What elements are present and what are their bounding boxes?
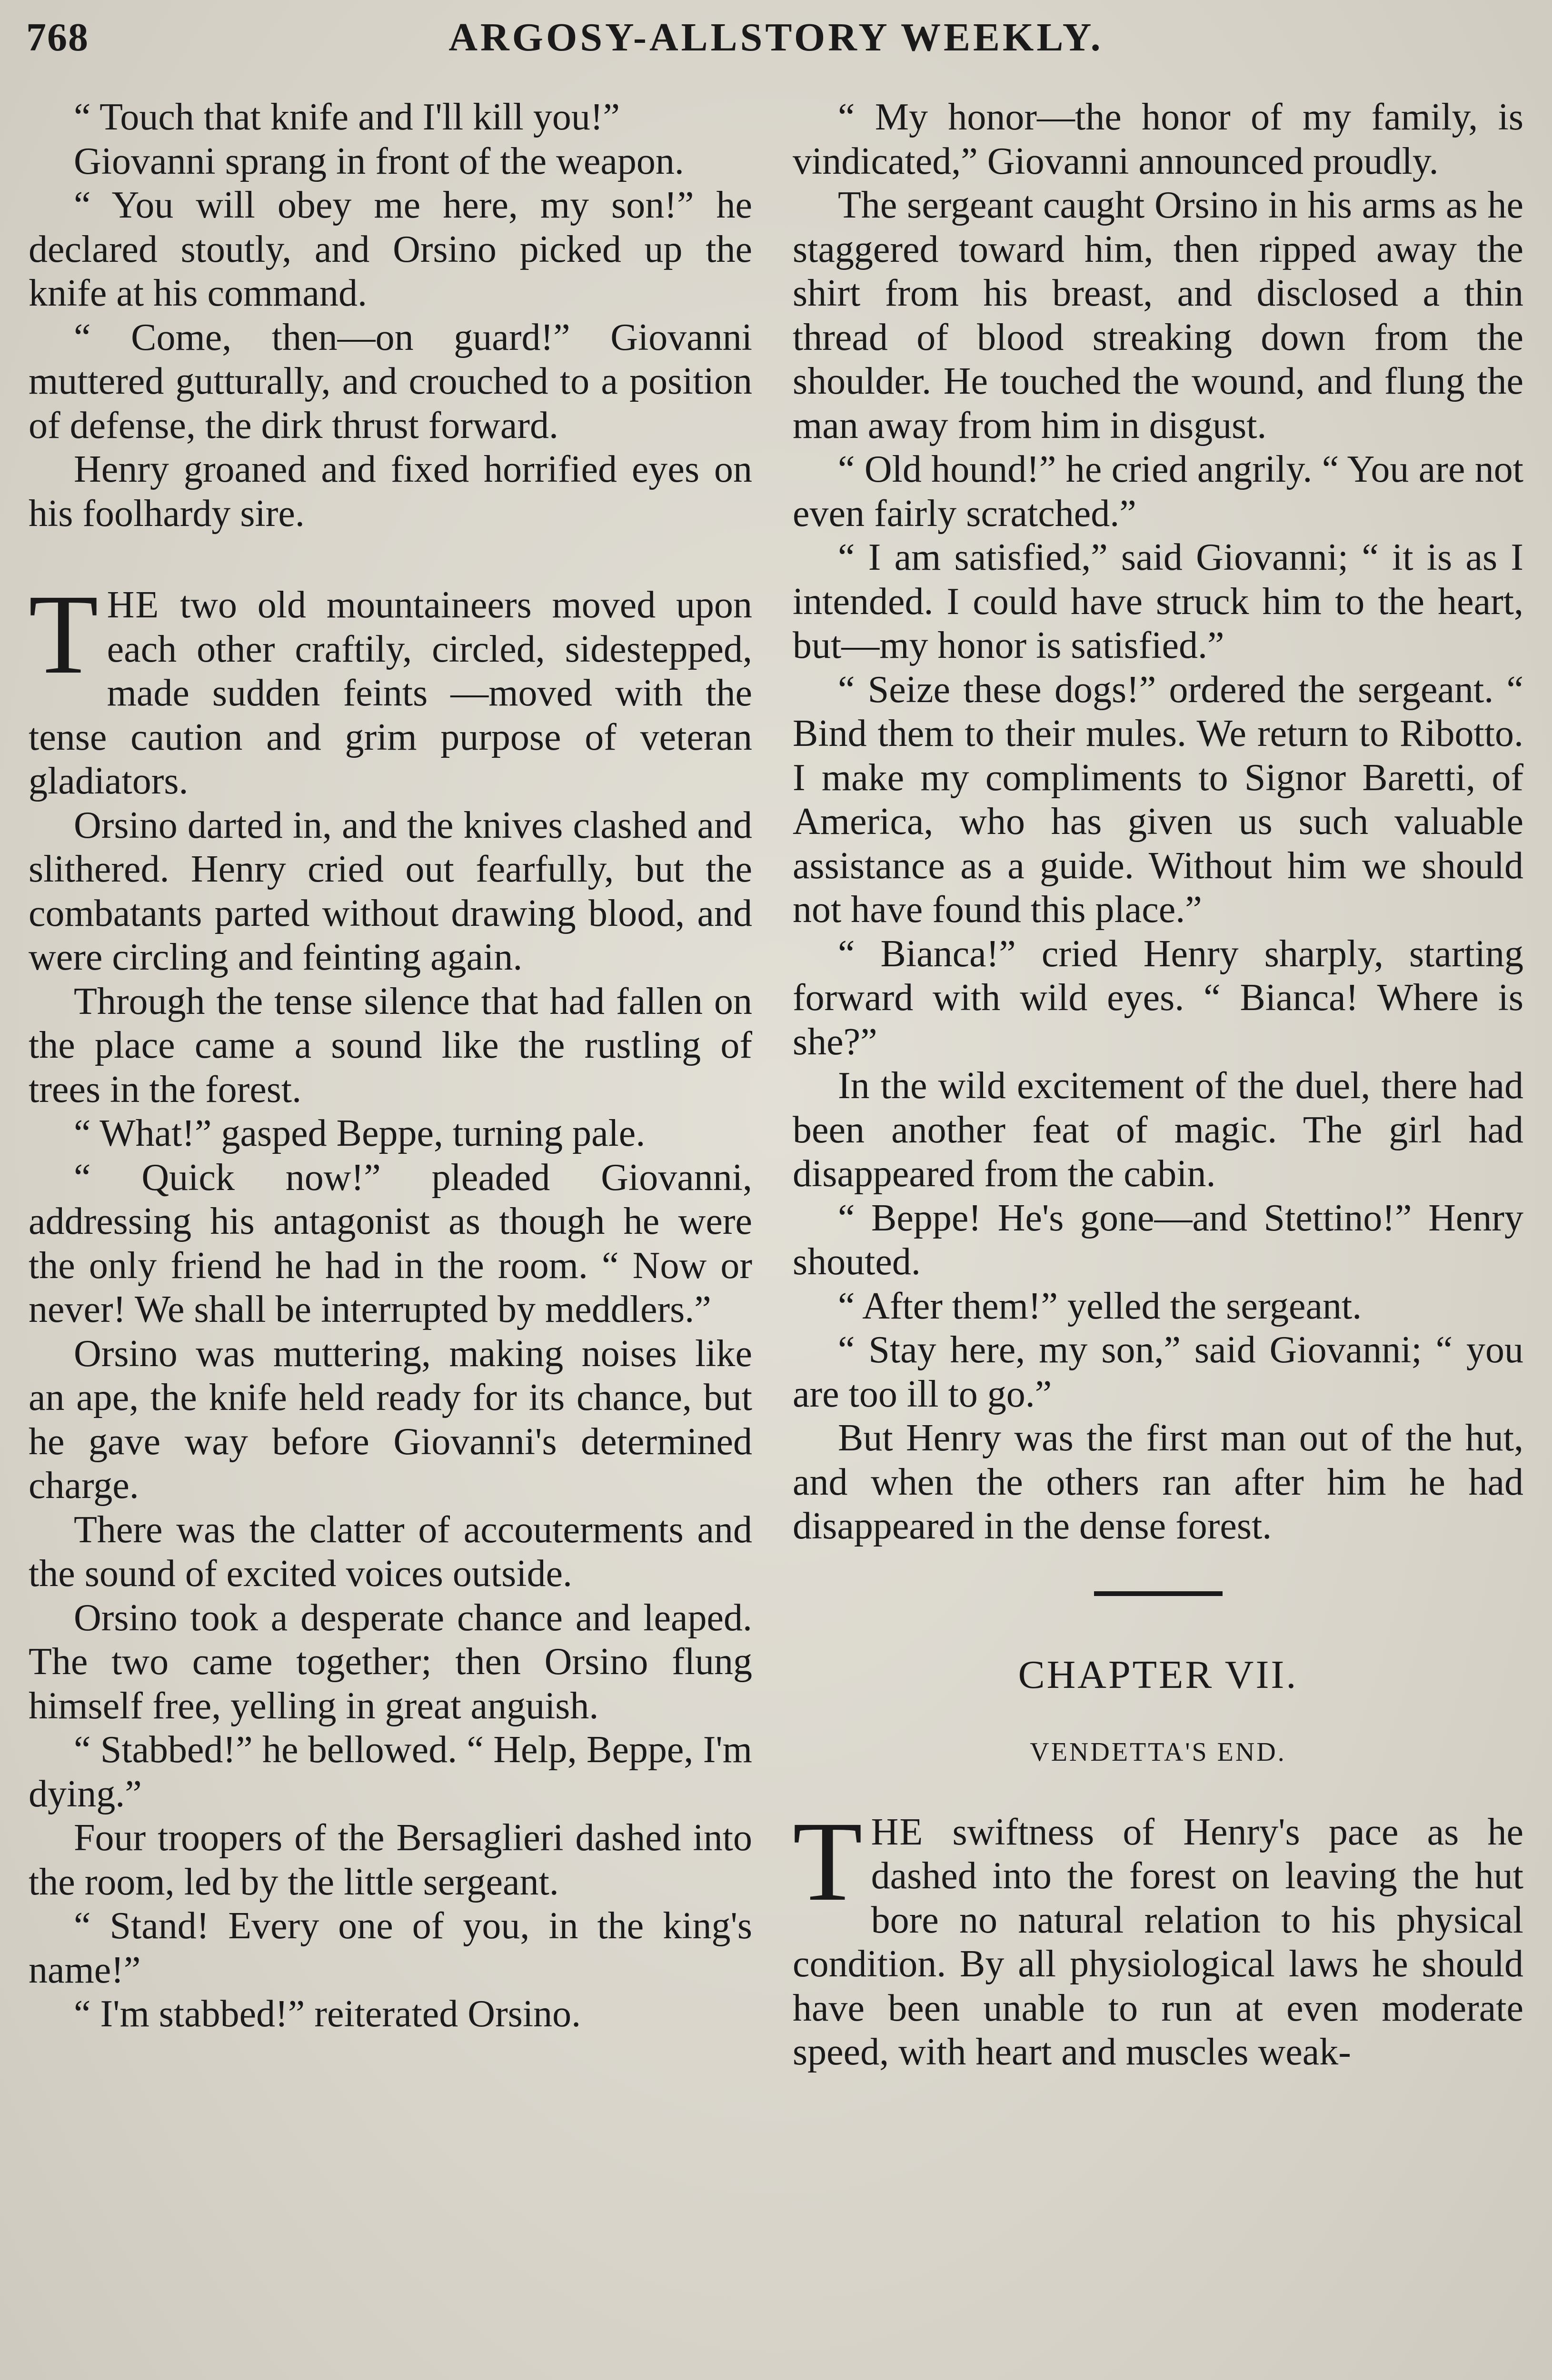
paragraph: Four troopers of the Bersaglieri dashed into the room, led by the little sergeant. — [29, 1817, 752, 1903]
paragraph: But Henry was the first man out of the hut, and when the others ran after him he had disappeared in the dense forest. — [793, 1417, 1523, 1547]
paragraph: “ What!” gasped Beppe, turning pale. — [74, 1112, 646, 1154]
paragraph: Giovanni sprang in front of the weapon. — [74, 140, 684, 182]
dropcap-paragraph — [793, 1797, 1523, 2074]
paragraph: “ Quick now!” pleaded Giovanni, addressing his antagonist as though he were the only friend he had in the room. “ Now or never! We shall be interrupted by meddlers.” — [29, 1156, 752, 1330]
paragraph: “ Stabbed!” he bellowed. “ Help, Beppe, I'm dying.” — [29, 1729, 752, 1815]
paragraph: “ Come, then—on guard!” Giovanni muttered gutturally, and crouched to a position of defense, the dirk thrust forward. — [29, 316, 752, 446]
paragraph-text: swiftness of Henry's pace as he dashed into the forest on leaving the hut bore no natural relation to his physical condition. By all physiological laws he should have been unable to run at even moderate speed, with heart and muscles weak- — [793, 1811, 1523, 2073]
paragraph-text: two old mountaineers moved upon each other craftily, circled, sidestepped, made sudden feints —moved with the tense caution and grim purpose of veteran gladiators. — [29, 584, 752, 802]
paragraph: Through the tense silence that had fallen on the place came a sound like the rustling of trees in the forest. — [29, 980, 752, 1111]
page-header — [26, 10, 1526, 67]
paragraph: “ Beppe! He's gone—and Stettino!” Henry shouted. — [793, 1197, 1523, 1283]
drop-cap: T — [29, 571, 99, 697]
drop-cap: T — [793, 1797, 863, 1924]
small-caps-lead: HE — [871, 1811, 924, 1853]
right-column — [793, 95, 1523, 2074]
small-caps-lead: HE — [107, 584, 160, 626]
paragraph: “ Stay here, my son,” said Giovanni; “ you are too ill to go.” — [793, 1329, 1523, 1415]
section-rule — [1094, 1591, 1223, 1596]
paragraph: “ I am satisfied,” said Giovanni; “ it is as I intended. I could have struck him to the heart, but—my honor is satisfied.” — [793, 536, 1523, 666]
paragraph: “ Seize these dogs!” ordered the sergeant. “ Bind them to their mules. We return to Ribotto. I make my compliments to Signor Baretti, of America, who has given us such valuable assistance as a guide. Without him we should not have found this place.” — [793, 668, 1523, 931]
paragraph: In the wild excitement of the duel, there had been another feat of magic. The girl had disappeared from the cabin. — [793, 1065, 1523, 1195]
left-column — [29, 95, 752, 2036]
paragraph: Orsino darted in, and the knives clashed and slithered. Henry cried out fearfully, but the combatants parted without drawing blood, and were circling and feinting again. — [29, 804, 752, 978]
paragraph: “ You will obey me here, my son!” he declared stoutly, and Orsino picked up the knife at his command. — [29, 184, 752, 314]
section-break — [29, 536, 752, 583]
dropcap-paragraph — [29, 571, 752, 803]
paragraph: “ Old hound!” he cried angrily. “ You are not even fairly scratched.” — [793, 448, 1523, 535]
paragraph: “ Bianca!” cried Henry sharply, starting forward with wild eyes. “ Bianca! Where is she?” — [793, 932, 1523, 1063]
page-number: 768 — [26, 15, 89, 60]
chapter-title: CHAPTER VII. — [1018, 1652, 1298, 1697]
paragraph: There was the clatter of accouterments and the sound of excited voices outside. — [29, 1508, 752, 1595]
paragraph: “ After them!” yelled the sergeant. — [838, 1285, 1362, 1327]
paragraph: “ Touch that knife and I'll kill you!” — [74, 96, 620, 138]
paragraph: “ Stand! Every one of you, in the king's name!” — [29, 1905, 752, 1991]
paragraph: Orsino was muttering, making noises like an ape, the knife held ready for its chance, but he gave way before Giovanni's determined charge. — [29, 1332, 752, 1507]
paragraph: The sergeant caught Orsino in his arms as he staggered toward him, then ripped away the shirt from his breast, and disclosed a thin thread of blood streaking down from the shoulder. He touched the wound, and flung the man away from him in disgust. — [793, 184, 1523, 446]
paragraph: “ I'm stabbed!” reiterated Orsino. — [74, 1993, 581, 2035]
paragraph: Henry groaned and fixed horrified eyes on his foolhardy sire. — [29, 448, 752, 535]
chapter-subtitle: VENDETTA'S END. — [1030, 1737, 1286, 1767]
paragraph: Orsino took a desperate chance and leaped. The two came together; then Orsino flung himself free, yelling in great anguish. — [29, 1597, 752, 1727]
paragraph: “ My honor—the honor of my family, is vindicated,” Giovanni announced proudly. — [793, 96, 1523, 182]
magazine-title: ARGOSY-ALLSTORY WEEKLY. — [448, 15, 1104, 60]
